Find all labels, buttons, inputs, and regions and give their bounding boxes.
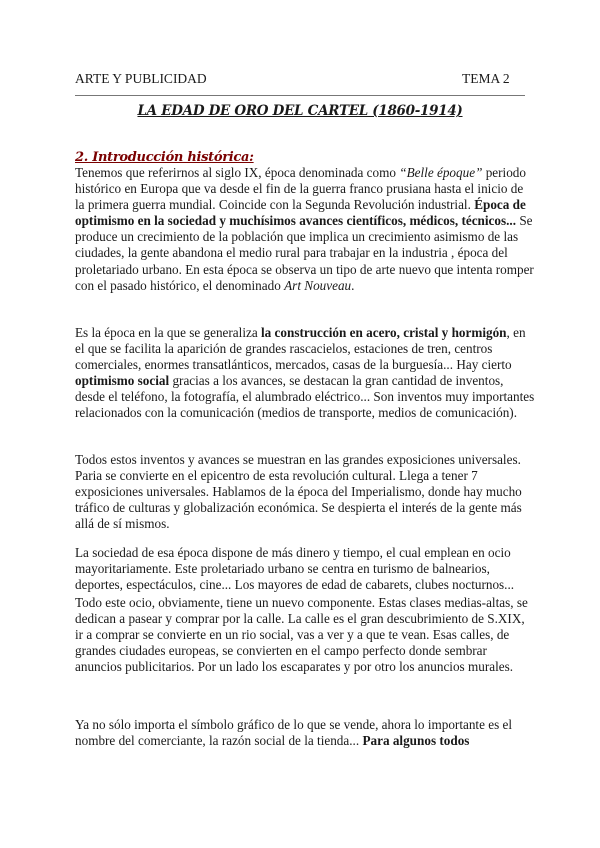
italic-run: “Belle époque” <box>399 165 483 180</box>
bold-run: la construcción en acero, cristal y hormigón <box>261 325 507 340</box>
text-run: Tenemos que referirnos al siglo IX, época denominada como <box>75 165 400 180</box>
bold-run: Época de optimismo en la sociedad y muchísimos avances científicos, médicos, técnicos... <box>75 197 526 229</box>
paragraph-4: La sociedad de esa época dispone de más dinero y tiempo, el cual emplean en ocio mayoritariamente. Este proletariado urbano se centra en turismo de balnearios, deportes, espectáculos, cine... Los mayores de edad de cabarets, clubes nocturnos... <box>75 545 515 593</box>
section-heading: 2. Introducción histórica: <box>75 150 254 165</box>
text-run: gracias a los avances, se destacan la gran cantidad de inventos, desde el teléfono, la fotografía, el alumbrado eléctrico... Son inventos muy importantes relacionados con la comunicación (medios de transporte, medios de comunicación). <box>75 373 535 421</box>
bold-run: optimismo social <box>75 373 170 389</box>
text-run: . <box>351 277 355 293</box>
paragraph-3: Todos estos inventos y avances se muestran en las grandes exposiciones universales. Paria se convierte en el epicentro de esta revolución cultural. Llega a tener 7 exposiciones universales. Hablamos de la época del Imperialismo, donde hay mucho tráfico de culturas y globalización económica. Se despierta el interés de la gente más allá de sí mismos. <box>75 452 522 532</box>
italic-run: Art Nouveau <box>284 277 352 293</box>
paragraph-6 <box>75 717 535 749</box>
text-run: periodo histórico en Europa que va desde el fin de la guerra franco prusiana hasta el inicio de la primera guerra mundial. Coincide con la Segunda Revolución industrial. <box>75 165 526 213</box>
paragraph-2 <box>75 325 535 422</box>
header-subject: ARTE Y PUBLICIDAD <box>75 71 207 86</box>
text-run: Es la época en la que se generaliza <box>75 325 261 340</box>
bold-run: Para algunos todos <box>362 733 470 749</box>
header-unit: TEMA 2 <box>462 71 510 86</box>
text-run: Se produce un crecimiento de la población que implica un crecimiento asimismo de las ciudades, la gente abandona el medio rural para trabajar en la industria , época del proletariado urbano. En esta época se observa un tipo de arte nuevo que intenta romper con el pasado histórico, el denominado <box>75 213 534 293</box>
text-run: , en el que se facilita la aparición de grandes rascacielos, estaciones de tren, centros comerciales, enormes transatlánticos, mercados, casas de la burguesía... Hay cierto <box>75 325 526 373</box>
text-run: Ya no sólo importa el símbolo gráfico de lo que se vende, ahora lo importante es el nombre del comerciante, la razón social de la tienda... <box>75 717 513 749</box>
paragraph-5: Todo este ocio, obviamente, tiene un nuevo componente. Estas clases medias-altas, se dedican a pasear y comprar por la calle. La calle es el gran descubrimiento de S.XIX, ir a comprar se convierte en un rio social, vas a ver y a que te vean. Esas calles, de grandes ciudades europeas, se convierten en el campo perfecto donde sembrar anuncios publicitarios. Por un lado los escaparates y por otro los anuncios murales. <box>75 595 528 675</box>
document-title: LA EDAD DE ORO DEL CARTEL (1860-1914) <box>137 103 463 119</box>
header-divider <box>75 95 525 96</box>
paragraph-1 <box>75 165 535 294</box>
